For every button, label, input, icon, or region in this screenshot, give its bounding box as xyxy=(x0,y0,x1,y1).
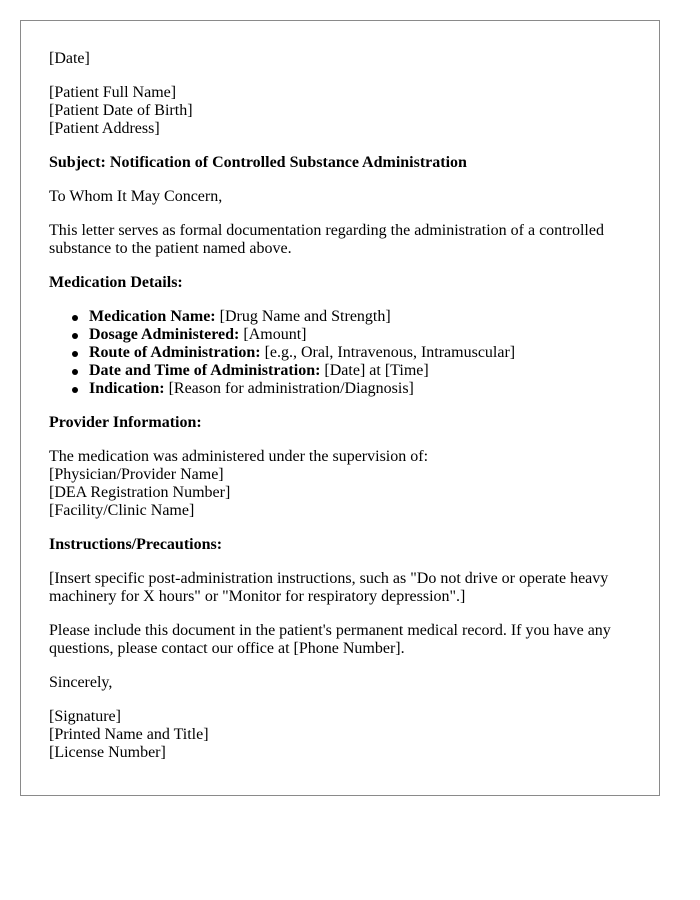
salutation: To Whom It May Concern, xyxy=(49,188,223,205)
printed-name-title: [Printed Name and Title] xyxy=(49,726,209,743)
signature: [Signature] xyxy=(49,708,121,725)
bullet-icon xyxy=(72,333,78,339)
list-item xyxy=(89,308,631,326)
patient-address: [Patient Address] xyxy=(49,120,160,137)
list-item xyxy=(89,380,631,398)
detail-label: Dosage Administered: xyxy=(89,326,240,343)
intro-paragraph: This letter serves as formal documentation regarding the administration of a controlled substance to the patient named above. xyxy=(49,222,604,257)
facility-name: [Facility/Clinic Name] xyxy=(49,502,195,519)
bullet-icon xyxy=(72,387,78,393)
detail-value: [Reason for administration/Diagnosis] xyxy=(164,380,414,397)
license-number: [License Number] xyxy=(49,744,166,761)
dea-number: [DEA Registration Number] xyxy=(49,484,231,501)
patient-info-block xyxy=(49,84,631,138)
signature-block xyxy=(49,708,631,762)
instructions-heading: Instructions/Precautions: xyxy=(49,536,223,553)
patient-name: [Patient Full Name] xyxy=(49,84,177,101)
bullet-icon xyxy=(72,315,78,321)
detail-value: [e.g., Oral, Intravenous, Intramuscular] xyxy=(260,344,516,361)
signoff: Sincerely, xyxy=(49,674,113,691)
detail-label: Medication Name: xyxy=(89,308,216,325)
closing-paragraph: Please include this document in the patient's permanent medical record. If you have any questions, please contact our office at [Phone Number]. xyxy=(49,622,611,657)
detail-value: [Amount] xyxy=(239,326,307,343)
detail-value: [Drug Name and Strength] xyxy=(215,308,391,325)
provider-name: [Physician/Provider Name] xyxy=(49,466,224,483)
detail-label: Indication: xyxy=(89,380,165,397)
provider-info-block xyxy=(49,448,631,520)
detail-label: Date and Time of Administration: xyxy=(89,362,321,379)
subject-line: Subject: Notification of Controlled Substance Administration xyxy=(49,154,467,171)
list-item xyxy=(89,344,631,362)
instructions-paragraph: [Insert specific post-administration instructions, such as "Do not drive or operate heavy machinery for X hours" or "Monitor for respiratory depression".] xyxy=(49,570,609,605)
letter-date: [Date] xyxy=(49,50,90,67)
provider-info-heading: Provider Information: xyxy=(49,414,202,431)
letter-document xyxy=(20,20,660,796)
detail-label: Route of Administration: xyxy=(89,344,261,361)
detail-value: [Date] at [Time] xyxy=(320,362,429,379)
medication-details-heading: Medication Details: xyxy=(49,274,183,291)
list-item xyxy=(89,326,631,344)
medication-details-list xyxy=(49,308,631,398)
patient-dob: [Patient Date of Birth] xyxy=(49,102,193,119)
bullet-icon xyxy=(72,351,78,357)
list-item xyxy=(89,362,631,380)
date-block xyxy=(49,50,631,68)
provider-intro: The medication was administered under the supervision of: xyxy=(49,448,429,465)
bullet-icon xyxy=(72,369,78,375)
